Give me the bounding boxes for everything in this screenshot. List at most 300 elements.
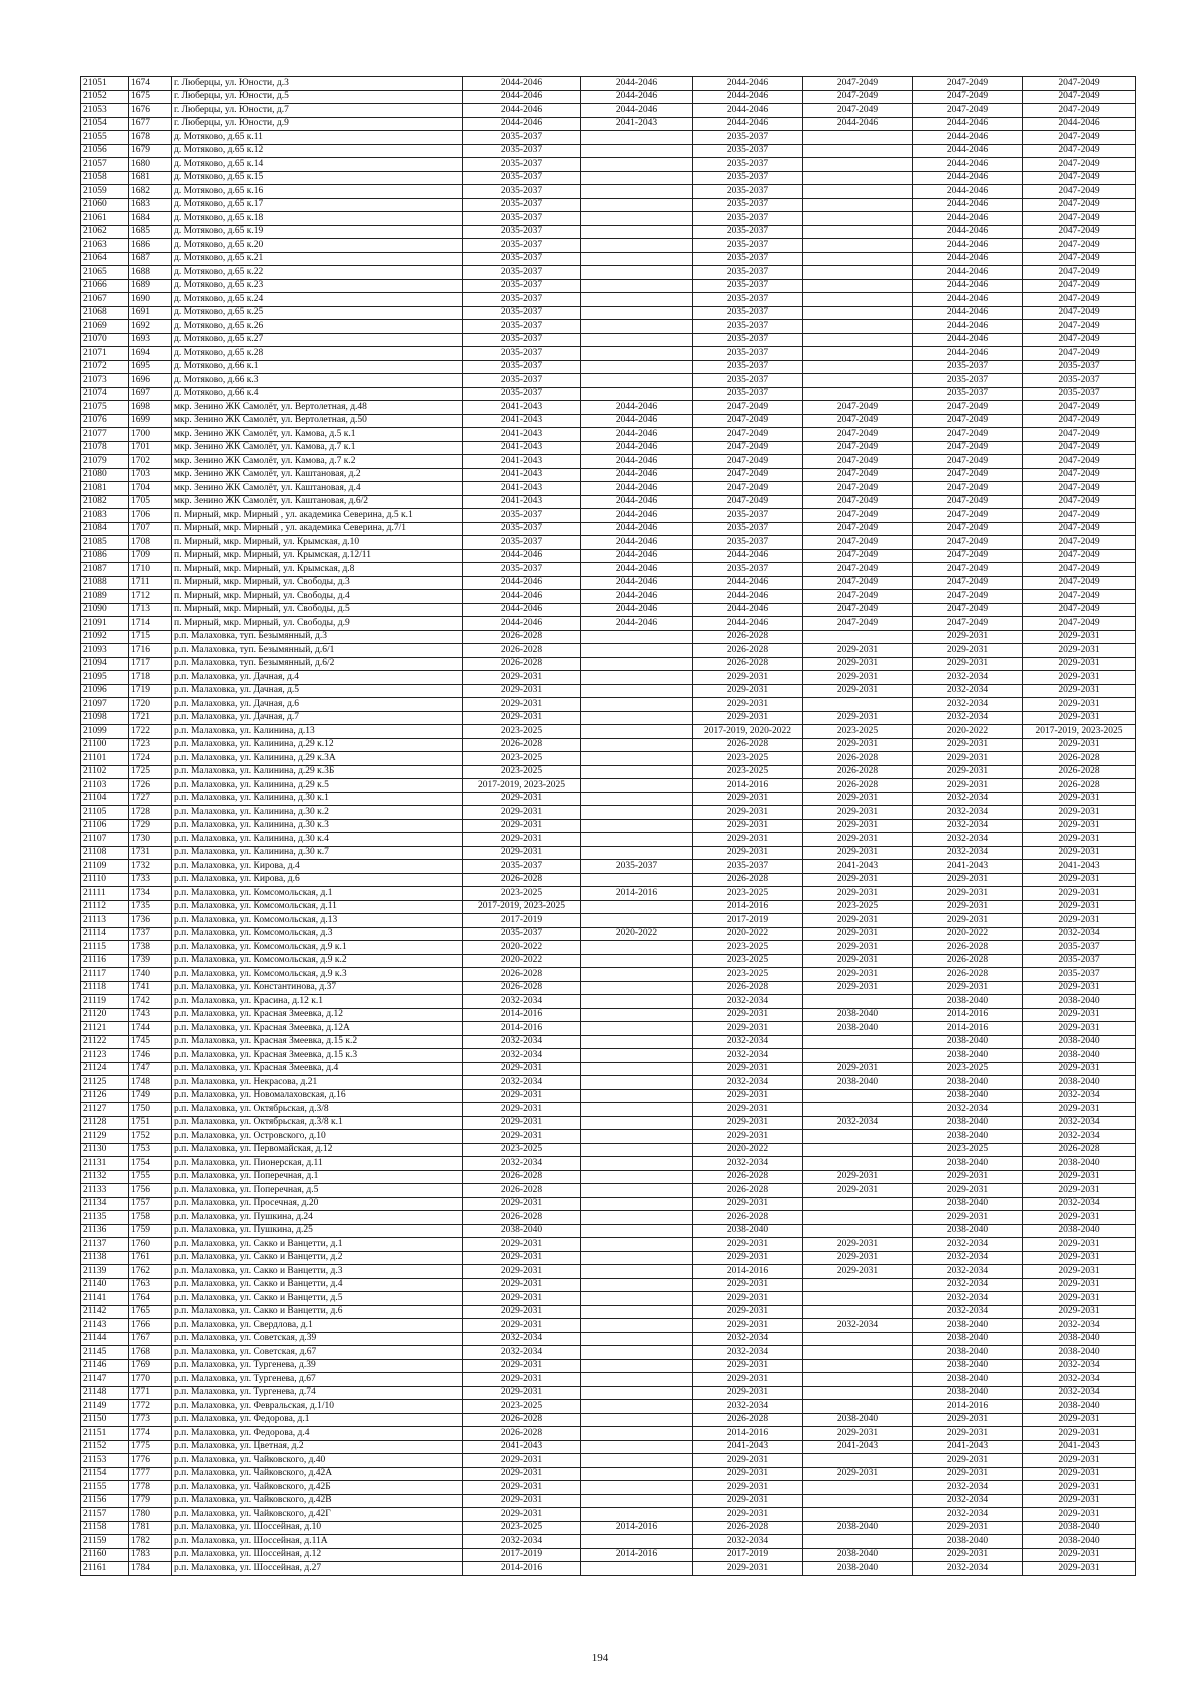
cell-address: р.п. Малаховка, ул. Дачная, д.6 [172, 698, 463, 712]
cell-period-2: 2044-2046 [581, 414, 693, 428]
cell-period-3: 2044-2046 [693, 90, 803, 104]
cell-period-4: 2047-2049 [803, 441, 913, 455]
cell-address: р.п. Малаховка, ул. Комсомольская, д.9 к.3 [172, 968, 463, 982]
cell-period-6: 2047-2049 [1023, 617, 1136, 631]
cell-address: р.п. Малаховка, ул. Чайковского, д.42Г [172, 1508, 463, 1522]
cell-period-1: 2029-2031 [463, 1359, 581, 1373]
cell-period-6: 2032-2034 [1023, 1116, 1136, 1130]
cell-period-6: 2026-2028 [1023, 765, 1136, 779]
cell-row-number: 21139 [81, 1265, 129, 1279]
cell-item-number: 1752 [129, 1130, 172, 1144]
cell-period-1: 2035-2037 [463, 860, 581, 874]
cell-row-number: 21091 [81, 617, 129, 631]
cell-period-5: 2029-2031 [913, 630, 1023, 644]
cell-item-number: 1744 [129, 1022, 172, 1036]
cell-item-number: 1742 [129, 995, 172, 1009]
cell-period-2 [581, 1211, 693, 1225]
table-row [81, 1035, 1136, 1049]
table-row [81, 495, 1136, 509]
cell-period-2 [581, 1400, 693, 1414]
cell-item-number: 1780 [129, 1508, 172, 1522]
cell-period-2 [581, 1454, 693, 1468]
cell-period-3: 2026-2028 [693, 1413, 803, 1427]
cell-period-2 [581, 711, 693, 725]
cell-period-4: 2047-2049 [803, 428, 913, 442]
cell-period-3: 2047-2049 [693, 401, 803, 415]
cell-period-4 [803, 171, 913, 185]
cell-period-2 [581, 1049, 693, 1063]
cell-period-5: 2032-2034 [913, 833, 1023, 847]
cell-period-5: 2032-2034 [913, 1494, 1023, 1508]
cell-period-5: 2029-2031 [913, 914, 1023, 928]
table-row [81, 1224, 1136, 1238]
cell-period-5: 2032-2034 [913, 1251, 1023, 1265]
cell-period-1: 2035-2037 [463, 171, 581, 185]
cell-period-6: 2047-2049 [1023, 563, 1136, 577]
cell-address: д. Мотяково, д.65 к.14 [172, 158, 463, 172]
cell-period-2 [581, 293, 693, 307]
cell-address: р.п. Малаховка, ул. Комсомольская, д.9 к.1 [172, 941, 463, 955]
cell-period-6: 2029-2031 [1023, 1481, 1136, 1495]
cell-item-number: 1684 [129, 212, 172, 226]
cell-address: р.п. Малаховка, ул. Комсомольская, д.1 [172, 887, 463, 901]
table-row [81, 644, 1136, 658]
cell-item-number: 1683 [129, 198, 172, 212]
cell-row-number: 21094 [81, 657, 129, 671]
cell-row-number: 21104 [81, 792, 129, 806]
cell-period-5: 2014-2016 [913, 1022, 1023, 1036]
cell-period-3: 2035-2037 [693, 536, 803, 550]
cell-period-6: 2047-2049 [1023, 509, 1136, 523]
cell-period-1: 2029-2031 [463, 833, 581, 847]
cell-row-number: 21071 [81, 347, 129, 361]
cell-period-3: 2029-2031 [693, 1467, 803, 1481]
cell-address: п. Мирный, мкр. Мирный, ул. Свободы, д.9 [172, 617, 463, 631]
cell-period-5: 2044-2046 [913, 198, 1023, 212]
table-row [81, 1508, 1136, 1522]
cell-period-6: 2029-2031 [1023, 887, 1136, 901]
cell-period-3: 2035-2037 [693, 198, 803, 212]
cell-item-number: 1754 [129, 1157, 172, 1171]
cell-period-3: 2029-2031 [693, 819, 803, 833]
table-row [81, 1305, 1136, 1319]
cell-period-3: 2014-2016 [693, 1265, 803, 1279]
cell-period-4: 2029-2031 [803, 1467, 913, 1481]
cell-period-5: 2041-2043 [913, 1440, 1023, 1454]
cell-period-3: 2035-2037 [693, 225, 803, 239]
cell-item-number: 1783 [129, 1548, 172, 1562]
cell-address: р.п. Малаховка, ул. Шоссейная, д.11А [172, 1535, 463, 1549]
cell-address: д. Мотяково, д.65 к.25 [172, 306, 463, 320]
cell-row-number: 21086 [81, 549, 129, 563]
cell-period-2 [581, 266, 693, 280]
cell-period-2 [581, 1251, 693, 1265]
cell-address: п. Мирный, мкр. Мирный, ул. Свободы, д.5 [172, 603, 463, 617]
cell-period-4: 2047-2049 [803, 590, 913, 604]
cell-period-3: 2029-2031 [693, 1278, 803, 1292]
cell-period-4: 2047-2049 [803, 401, 913, 415]
cell-address: р.п. Малаховка, ул. Тургенева, д.74 [172, 1386, 463, 1400]
cell-item-number: 1718 [129, 671, 172, 685]
cell-period-6: 2029-2031 [1023, 1413, 1136, 1427]
cell-row-number: 21064 [81, 252, 129, 266]
cell-address: г. Люберцы, ул. Юности, д.3 [172, 77, 463, 91]
cell-period-4: 2029-2031 [803, 1170, 913, 1184]
cell-period-5: 2032-2034 [913, 671, 1023, 685]
cell-period-1: 2044-2046 [463, 590, 581, 604]
cell-period-3: 2020-2022 [693, 1143, 803, 1157]
cell-period-4: 2026-2028 [803, 779, 913, 793]
cell-period-4: 2029-2031 [803, 968, 913, 982]
cell-item-number: 1734 [129, 887, 172, 901]
cell-period-4 [803, 1157, 913, 1171]
cell-period-3: 2029-2031 [693, 1562, 803, 1576]
cell-address: р.п. Малаховка, ул. Октябрьская, д.3/8 к.1 [172, 1116, 463, 1130]
cell-item-number: 1692 [129, 320, 172, 334]
cell-period-6: 2047-2049 [1023, 171, 1136, 185]
cell-period-6: 2047-2049 [1023, 212, 1136, 226]
table-row [81, 576, 1136, 590]
cell-period-4: 2032-2034 [803, 1116, 913, 1130]
table-row [81, 77, 1136, 91]
cell-address: г. Люберцы, ул. Юности, д.7 [172, 104, 463, 118]
cell-period-1: 2029-2031 [463, 684, 581, 698]
cell-period-2 [581, 1089, 693, 1103]
cell-period-2 [581, 374, 693, 388]
cell-period-1: 2029-2031 [463, 1386, 581, 1400]
cell-period-3: 2029-2031 [693, 1238, 803, 1252]
table-row [81, 1400, 1136, 1414]
cell-period-2 [581, 1346, 693, 1360]
cell-address: р.п. Малаховка, ул. Красная Змеевка, д.4 [172, 1062, 463, 1076]
cell-address: р.п. Малаховка, ул. Комсомольская, д.11 [172, 900, 463, 914]
cell-period-3: 2029-2031 [693, 1251, 803, 1265]
cell-address: р.п. Малаховка, ул. Калинина, д.29 к.3Б [172, 765, 463, 779]
cell-period-2 [581, 765, 693, 779]
cell-address: р.п. Малаховка, ул. Калинина, д.29 к.3А [172, 752, 463, 766]
table-row [81, 1116, 1136, 1130]
cell-period-6: 2047-2049 [1023, 414, 1136, 428]
cell-period-5: 2044-2046 [913, 225, 1023, 239]
cell-address: д. Мотяково, д.65 к.26 [172, 320, 463, 334]
cell-period-3: 2044-2046 [693, 104, 803, 118]
cell-item-number: 1776 [129, 1454, 172, 1468]
cell-period-6: 2032-2034 [1023, 1386, 1136, 1400]
table-row [81, 873, 1136, 887]
cell-period-2 [581, 779, 693, 793]
cell-period-6: 2029-2031 [1023, 1184, 1136, 1198]
cell-period-2 [581, 1440, 693, 1454]
cell-address: д. Мотяково, д.65 к.19 [172, 225, 463, 239]
cell-period-3: 2023-2025 [693, 968, 803, 982]
cell-period-3: 2032-2034 [693, 1400, 803, 1414]
cell-period-6: 2038-2040 [1023, 1346, 1136, 1360]
cell-period-4: 2047-2049 [803, 617, 913, 631]
cell-address: р.п. Малаховка, ул. Тургенева, д.67 [172, 1373, 463, 1387]
cell-item-number: 1749 [129, 1089, 172, 1103]
cell-period-4: 2044-2046 [803, 117, 913, 131]
table-row [81, 1332, 1136, 1346]
cell-period-2 [581, 1427, 693, 1441]
cell-address: р.п. Малаховка, ул. Цветная, д.2 [172, 1440, 463, 1454]
cell-row-number: 21110 [81, 873, 129, 887]
table-row [81, 671, 1136, 685]
cell-period-3: 2029-2031 [693, 806, 803, 820]
cell-row-number: 21145 [81, 1346, 129, 1360]
cell-period-3: 2035-2037 [693, 306, 803, 320]
cell-period-3: 2014-2016 [693, 779, 803, 793]
cell-period-4 [803, 347, 913, 361]
cell-period-1: 2023-2025 [463, 1400, 581, 1414]
cell-period-4: 2029-2031 [803, 792, 913, 806]
cell-period-4: 2029-2031 [803, 738, 913, 752]
cell-period-5: 2038-2040 [913, 1049, 1023, 1063]
cell-period-3: 2035-2037 [693, 293, 803, 307]
cell-address: г. Люберцы, ул. Юности, д.5 [172, 90, 463, 104]
cell-period-2 [581, 698, 693, 712]
table-row [81, 104, 1136, 118]
cell-item-number: 1713 [129, 603, 172, 617]
cell-item-number: 1724 [129, 752, 172, 766]
cell-period-3: 2035-2037 [693, 212, 803, 226]
cell-period-3: 2014-2016 [693, 900, 803, 914]
cell-period-5: 2035-2037 [913, 360, 1023, 374]
cell-period-1: 2026-2028 [463, 644, 581, 658]
cell-period-3: 2023-2025 [693, 887, 803, 901]
cell-address: мкр. Зенино ЖК Самолёт, ул. Вертолетная, д.50 [172, 414, 463, 428]
cell-period-5: 2029-2031 [913, 873, 1023, 887]
cell-row-number: 21057 [81, 158, 129, 172]
cell-period-6: 2029-2031 [1023, 873, 1136, 887]
cell-period-4: 2029-2031 [803, 873, 913, 887]
cell-period-2 [581, 1143, 693, 1157]
cell-row-number: 21122 [81, 1035, 129, 1049]
table-row [81, 1062, 1136, 1076]
cell-address: р.п. Малаховка, ул. Шоссейная, д.10 [172, 1521, 463, 1535]
cell-item-number: 1709 [129, 549, 172, 563]
cell-item-number: 1763 [129, 1278, 172, 1292]
cell-period-2: 2020-2022 [581, 927, 693, 941]
cell-period-4 [803, 158, 913, 172]
cell-period-5: 2044-2046 [913, 239, 1023, 253]
cell-address: р.п. Малаховка, ул. Советская, д.39 [172, 1332, 463, 1346]
cell-item-number: 1682 [129, 185, 172, 199]
cell-period-3: 2041-2043 [693, 1440, 803, 1454]
cell-period-5: 2032-2034 [913, 846, 1023, 860]
cell-period-1: 2026-2028 [463, 738, 581, 752]
cell-item-number: 1689 [129, 279, 172, 293]
cell-period-5: 2047-2049 [913, 482, 1023, 496]
cell-period-5: 2047-2049 [913, 77, 1023, 91]
cell-period-4 [803, 1049, 913, 1063]
cell-address: д. Мотяково, д.65 к.17 [172, 198, 463, 212]
cell-period-2 [581, 225, 693, 239]
cell-period-6: 2029-2031 [1023, 738, 1136, 752]
cell-period-2 [581, 1467, 693, 1481]
cell-period-4 [803, 1373, 913, 1387]
cell-address: р.п. Малаховка, ул. Февральская, д.1/10 [172, 1400, 463, 1414]
cell-period-1: 2038-2040 [463, 1224, 581, 1238]
cell-period-6: 2047-2049 [1023, 158, 1136, 172]
cell-period-6: 2035-2037 [1023, 954, 1136, 968]
cell-period-5: 2047-2049 [913, 617, 1023, 631]
cell-period-3: 2029-2031 [693, 1089, 803, 1103]
cell-period-1: 2029-2031 [463, 1494, 581, 1508]
cell-row-number: 21116 [81, 954, 129, 968]
table-row [81, 306, 1136, 320]
cell-row-number: 21065 [81, 266, 129, 280]
cell-period-5: 2038-2040 [913, 1359, 1023, 1373]
cell-period-2 [581, 644, 693, 658]
cell-period-5: 2029-2031 [913, 981, 1023, 995]
cell-period-6: 2047-2049 [1023, 131, 1136, 145]
table-row [81, 455, 1136, 469]
cell-item-number: 1757 [129, 1197, 172, 1211]
cell-row-number: 21107 [81, 833, 129, 847]
cell-item-number: 1708 [129, 536, 172, 550]
cell-period-3: 2035-2037 [693, 158, 803, 172]
cell-address: д. Мотяково, д.65 к.24 [172, 293, 463, 307]
cell-period-3: 2035-2037 [693, 360, 803, 374]
cell-period-1: 2032-2034 [463, 995, 581, 1009]
cell-period-5: 2047-2049 [913, 414, 1023, 428]
cell-row-number: 21058 [81, 171, 129, 185]
cell-period-2 [581, 1157, 693, 1171]
cell-period-5: 2044-2046 [913, 117, 1023, 131]
cell-period-4 [803, 995, 913, 1009]
cell-period-3: 2029-2031 [693, 1454, 803, 1468]
cell-period-5: 2032-2034 [913, 711, 1023, 725]
cell-period-4 [803, 198, 913, 212]
cell-item-number: 1703 [129, 468, 172, 482]
cell-period-2 [581, 387, 693, 401]
cell-period-1: 2041-2043 [463, 455, 581, 469]
cell-row-number: 21114 [81, 927, 129, 941]
cell-address: мкр. Зенино ЖК Самолёт, ул. Вертолетная, д.48 [172, 401, 463, 415]
cell-period-5: 2038-2040 [913, 1116, 1023, 1130]
page-number: 194 [591, 1652, 609, 1664]
cell-period-1: 2032-2034 [463, 1535, 581, 1549]
table-row [81, 1089, 1136, 1103]
cell-row-number: 21052 [81, 90, 129, 104]
cell-period-1: 2029-2031 [463, 1454, 581, 1468]
cell-item-number: 1736 [129, 914, 172, 928]
cell-row-number: 21070 [81, 333, 129, 347]
cell-address: р.п. Малаховка, туп. Безымянный, д.3 [172, 630, 463, 644]
cell-period-1: 2029-2031 [463, 671, 581, 685]
cell-period-5: 2032-2034 [913, 806, 1023, 820]
cell-row-number: 21161 [81, 1562, 129, 1576]
cell-period-6: 2035-2037 [1023, 941, 1136, 955]
cell-row-number: 21120 [81, 1008, 129, 1022]
cell-period-4: 2029-2031 [803, 833, 913, 847]
table-row [81, 1413, 1136, 1427]
cell-period-1: 2023-2025 [463, 725, 581, 739]
cell-period-3: 2029-2031 [693, 684, 803, 698]
cell-period-4 [803, 1359, 913, 1373]
cell-address: р.п. Малаховка, ул. Комсомольская, д.13 [172, 914, 463, 928]
cell-period-2: 2014-2016 [581, 1521, 693, 1535]
cell-address: р.п. Малаховка, ул. Федорова, д.1 [172, 1413, 463, 1427]
cell-period-2: 2044-2046 [581, 509, 693, 523]
cell-period-5: 2038-2040 [913, 1157, 1023, 1171]
cell-period-5: 2044-2046 [913, 252, 1023, 266]
cell-period-3: 2035-2037 [693, 185, 803, 199]
cell-period-5: 2032-2034 [913, 1481, 1023, 1495]
cell-period-1: 2029-2031 [463, 792, 581, 806]
cell-period-6: 2032-2034 [1023, 1089, 1136, 1103]
cell-item-number: 1726 [129, 779, 172, 793]
cell-period-6: 2029-2031 [1023, 1022, 1136, 1036]
cell-period-3: 2032-2034 [693, 1535, 803, 1549]
cell-period-2 [581, 1535, 693, 1549]
cell-period-5: 2029-2031 [913, 900, 1023, 914]
cell-period-6: 2047-2049 [1023, 77, 1136, 91]
cell-period-5: 2014-2016 [913, 1400, 1023, 1414]
cell-item-number: 1731 [129, 846, 172, 860]
cell-period-3: 2029-2031 [693, 1062, 803, 1076]
cell-address: р.п. Малаховка, ул. Калинина, д.30 к.3 [172, 819, 463, 833]
cell-period-1: 2035-2037 [463, 536, 581, 550]
cell-item-number: 1753 [129, 1143, 172, 1157]
cell-item-number: 1701 [129, 441, 172, 455]
cell-period-3: 2029-2031 [693, 1305, 803, 1319]
cell-period-4 [803, 279, 913, 293]
cell-period-6: 2029-2031 [1023, 1211, 1136, 1225]
cell-period-2 [581, 131, 693, 145]
cell-address: д. Мотяково, д.65 к.21 [172, 252, 463, 266]
cell-period-1: 2014-2016 [463, 1022, 581, 1036]
cell-period-3: 2029-2031 [693, 1130, 803, 1144]
cell-period-4: 2029-2031 [803, 981, 913, 995]
cell-address: р.п. Малаховка, ул. Красина, д.12 к.1 [172, 995, 463, 1009]
cell-period-2 [581, 171, 693, 185]
cell-row-number: 21142 [81, 1305, 129, 1319]
cell-row-number: 21111 [81, 887, 129, 901]
cell-period-6: 2047-2049 [1023, 590, 1136, 604]
cell-period-3: 2035-2037 [693, 144, 803, 158]
cell-period-2 [581, 1292, 693, 1306]
table-row [81, 185, 1136, 199]
cell-period-1: 2035-2037 [463, 252, 581, 266]
cell-period-4 [803, 630, 913, 644]
cell-item-number: 1695 [129, 360, 172, 374]
cell-address: р.п. Малаховка, ул. Шоссейная, д.27 [172, 1562, 463, 1576]
cell-period-4 [803, 185, 913, 199]
cell-period-3: 2029-2031 [693, 1508, 803, 1522]
table-row [81, 293, 1136, 307]
cell-period-6: 2029-2031 [1023, 1305, 1136, 1319]
cell-period-3: 2029-2031 [693, 1319, 803, 1333]
cell-period-1: 2026-2028 [463, 873, 581, 887]
cell-period-5: 2044-2046 [913, 144, 1023, 158]
cell-period-4: 2029-2031 [803, 1265, 913, 1279]
cell-period-4 [803, 1103, 913, 1117]
cell-period-2 [581, 752, 693, 766]
cell-period-1: 2029-2031 [463, 1103, 581, 1117]
cell-period-3: 2035-2037 [693, 522, 803, 536]
table-row [81, 333, 1136, 347]
cell-period-1: 2023-2025 [463, 1521, 581, 1535]
table-row [81, 981, 1136, 995]
cell-period-2: 2014-2016 [581, 887, 693, 901]
cell-item-number: 1680 [129, 158, 172, 172]
cell-period-2 [581, 1359, 693, 1373]
table-row [81, 1427, 1136, 1441]
cell-period-1: 2035-2037 [463, 131, 581, 145]
cell-period-5: 2044-2046 [913, 212, 1023, 226]
cell-period-6: 2029-2031 [1023, 1508, 1136, 1522]
